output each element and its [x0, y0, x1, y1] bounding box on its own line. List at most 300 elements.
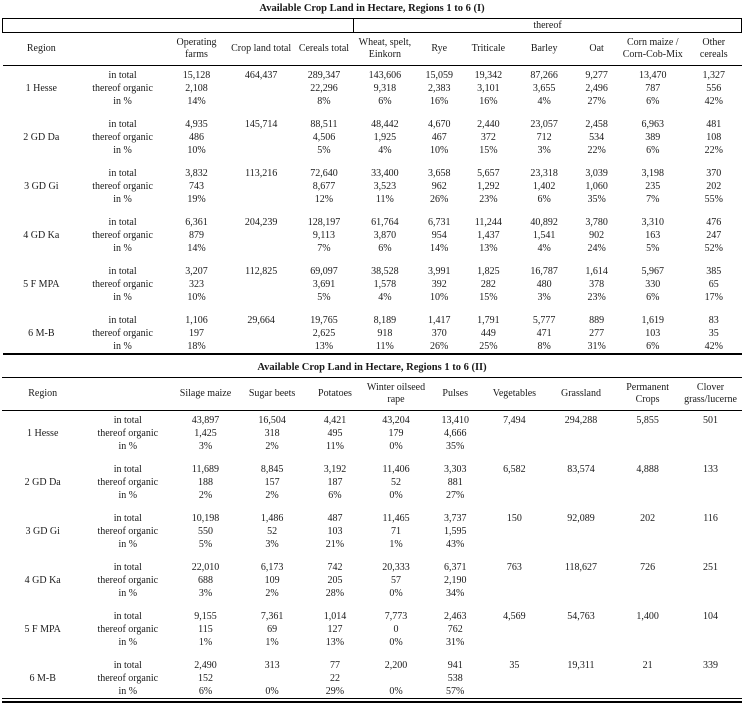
cell-value: 5% [317, 292, 331, 303]
cell-value: 6% [646, 145, 660, 156]
cell-value: 11,689 [191, 464, 220, 475]
block-spacer [3, 206, 742, 216]
cell-value: 19,765 [310, 315, 338, 326]
data-row-in-total [3, 314, 742, 327]
row-label: thereof organic [97, 673, 159, 684]
cell-value: 4,935 [185, 119, 208, 130]
region-name [3, 314, 81, 327]
cell-value: 127 [327, 624, 343, 635]
cell-value: 902 [589, 230, 605, 241]
region-name: 6 M-B [29, 673, 56, 684]
cell-value: 4% [378, 292, 392, 303]
cell-value: 251 [703, 562, 719, 573]
cell-value: 116 [703, 513, 718, 524]
row-label: in % [118, 539, 138, 550]
cell-value [616, 685, 679, 699]
cell-value: 2,490 [194, 660, 217, 671]
col-header-pulses: Pulses [427, 378, 483, 411]
block-spacer [3, 255, 742, 265]
data-row-in-total [3, 167, 742, 180]
col-header-cereals-total: Cereals total [294, 33, 353, 66]
data-row-in-total [3, 66, 742, 83]
row-label: in total [108, 168, 137, 179]
cell-value: 8,189 [373, 315, 397, 326]
cell-value: 13% [325, 637, 345, 648]
cell-value: 52 [267, 526, 278, 537]
data-row-in-total [3, 216, 742, 229]
region-name [2, 587, 83, 600]
cell-value: 6% [646, 292, 660, 303]
row-label: in % [118, 441, 138, 452]
rowlabel-column-header [80, 33, 165, 66]
table1-title-row [3, 1, 742, 19]
cell-value: 1,400 [636, 611, 659, 622]
cell-value [616, 476, 679, 489]
cell-value [483, 525, 546, 538]
row-label: thereof organic [97, 477, 159, 488]
cell-value: 1,541 [532, 230, 556, 241]
cell-value: 14% [187, 243, 206, 254]
cell-value: 14% [187, 96, 206, 107]
cell-value [616, 525, 679, 538]
cell-value: 2,496 [585, 83, 608, 94]
cell-value: 65 [708, 279, 719, 290]
region-name [3, 216, 81, 229]
cell-value: 1,425 [194, 428, 217, 439]
cell-value: 1,060 [585, 181, 608, 192]
cell-value: 157 [264, 477, 280, 488]
region-name [3, 265, 81, 278]
cell-value: 762 [447, 624, 463, 635]
region-name: 1 Hesse [25, 83, 57, 94]
cell-value: 4,421 [323, 415, 347, 426]
cell-value [546, 476, 616, 489]
cell-value: 294,288 [564, 415, 598, 426]
row-label: in % [113, 341, 132, 352]
row-label: in total [108, 217, 137, 228]
data-row-thereof-organic [2, 672, 742, 685]
cell-value: 42% [704, 341, 723, 352]
cell-value: 202 [706, 181, 722, 192]
col-header-vegetables: Vegetables [483, 378, 546, 411]
cell-value [228, 327, 295, 340]
cell-value: 277 [589, 328, 605, 339]
cell-value: 2,200 [384, 660, 408, 671]
data-row-thereof-organic [2, 574, 742, 587]
cell-value: 13,470 [639, 70, 667, 81]
row-label: in % [118, 588, 138, 599]
cell-value: 35% [446, 441, 465, 452]
row-label: in % [118, 490, 138, 501]
cell-value: 1,437 [477, 230, 500, 241]
row-label: thereof organic [92, 279, 153, 290]
data-row-thereof-organic [3, 278, 742, 291]
cell-value: 3% [198, 588, 213, 599]
cell-value: 16% [430, 96, 449, 107]
cell-value: 1,825 [477, 266, 500, 277]
region-column-header: Region [3, 33, 81, 66]
cell-value: 6,361 [185, 217, 208, 228]
thereof-blank-cell [3, 19, 354, 33]
cell-value: 3,101 [477, 83, 500, 94]
cell-value: 52% [704, 243, 723, 254]
cell-value: 33,400 [371, 168, 399, 179]
cell-value: 9,113 [312, 230, 336, 241]
cell-value: 35% [587, 194, 606, 205]
data-row-thereof-organic [3, 327, 742, 340]
block-spacer [2, 551, 742, 561]
cell-value: 330 [645, 279, 661, 290]
cell-value [228, 144, 295, 157]
cell-value: 112,825 [245, 266, 278, 277]
region-name: 2 GD Da [24, 477, 61, 488]
cell-value: 6% [646, 96, 660, 107]
row-label: in % [113, 243, 132, 254]
cell-value: 69,097 [310, 266, 338, 277]
cell-value: 0% [389, 441, 403, 452]
cell-value [483, 427, 546, 440]
cell-value: 4,506 [312, 132, 336, 143]
row-label: in % [113, 145, 132, 156]
row-label: in total [113, 562, 142, 573]
cell-value: 787 [645, 83, 661, 94]
cell-value: 2% [265, 588, 279, 599]
cell-value [228, 242, 295, 255]
region-name [3, 144, 81, 157]
cell-value: 19,311 [567, 660, 595, 671]
col-header-sugar-beets: Sugar beets [239, 378, 306, 411]
cell-value: 11% [325, 441, 344, 452]
cell-value: 247 [706, 230, 722, 241]
cell-value: 9,277 [585, 70, 608, 81]
cell-value: 109 [264, 575, 280, 586]
region-name [2, 685, 83, 699]
cell-value [616, 672, 679, 685]
cell-value: 538 [447, 673, 463, 684]
cell-value: 5% [198, 539, 213, 550]
table1-title: Available Crop Land in Hectare, Regions 1 to 6 (I) [3, 1, 742, 19]
cell-value [679, 525, 742, 538]
cell-value: 1% [265, 637, 279, 648]
cell-value: 163 [645, 230, 661, 241]
thereof-label: thereof [354, 19, 742, 33]
cell-value [483, 636, 546, 649]
cell-value: 35 [509, 660, 520, 671]
cell-value [679, 574, 742, 587]
cell-value: 449 [480, 328, 496, 339]
region-name: 4 GD Ka [24, 575, 61, 586]
cell-value: 9,318 [373, 83, 397, 94]
region-name [3, 167, 81, 180]
cell-value: 133 [703, 464, 719, 475]
cell-value: 467 [431, 132, 447, 143]
cell-value: 5,777 [532, 315, 556, 326]
data-row-in- [3, 193, 742, 206]
region-name [2, 561, 83, 574]
data-row-in- [2, 538, 742, 551]
cell-value: 3,523 [373, 181, 397, 192]
row-label: thereof organic [92, 83, 153, 94]
cell-value: 1% [198, 637, 213, 648]
data-row-thereof-organic [3, 229, 742, 242]
cell-value: 10% [430, 145, 449, 156]
row-label: in % [113, 194, 132, 205]
cell-value: 918 [377, 328, 393, 339]
row-label: in % [113, 292, 132, 303]
cell-value: 1,014 [323, 611, 347, 622]
cell-value [679, 427, 742, 440]
cell-value: 205 [327, 575, 343, 586]
cell-value: 501 [703, 415, 719, 426]
row-label: in total [113, 513, 142, 524]
block-spacer [3, 108, 742, 118]
cell-value: 3,039 [585, 168, 608, 179]
cell-value: 6,371 [443, 562, 467, 573]
cell-value: 26% [430, 194, 449, 205]
region-name: 3 GD Gi [25, 526, 60, 537]
cell-value: 108 [706, 132, 722, 143]
row-label: in total [113, 660, 142, 671]
cell-value: 1,578 [373, 279, 397, 290]
table1-thereof-row [3, 19, 742, 33]
cell-value: 2,383 [427, 83, 451, 94]
cell-value: 385 [706, 266, 722, 277]
cell-value: 22,296 [310, 83, 338, 94]
region-name [3, 242, 81, 255]
cell-value [616, 587, 679, 600]
cell-value: 2% [198, 490, 213, 501]
col-header-rye: Rye [416, 33, 462, 66]
cell-value: 392 [431, 279, 447, 290]
cell-value: 19,342 [474, 70, 503, 81]
block-spacer [3, 157, 742, 167]
region-name [2, 610, 83, 623]
cell-value [546, 489, 616, 502]
cell-value: 313 [264, 660, 280, 671]
cell-value: 25% [479, 341, 498, 352]
data-row-thereof-organic [3, 180, 742, 193]
cell-value: 2,458 [585, 119, 608, 130]
data-row-in-total [2, 561, 742, 574]
cell-value: 534 [589, 132, 605, 143]
data-row-in- [2, 489, 742, 502]
cell-value: 688 [197, 575, 213, 586]
cell-value [679, 440, 742, 453]
cell-value: 34% [446, 588, 465, 599]
cell-value [228, 131, 295, 144]
crop-land-table-1 [2, 1, 742, 355]
cell-value: 12% [314, 194, 334, 205]
cell-value: 4,670 [427, 119, 451, 130]
cell-value: 2,440 [477, 119, 500, 130]
cell-value: 71 [391, 526, 401, 537]
cell-value: 941 [447, 660, 463, 671]
block-spacer [3, 304, 742, 314]
cell-value: 15% [479, 145, 498, 156]
cell-value: 3,655 [532, 83, 556, 94]
cell-value: 0 [393, 624, 399, 635]
cell-value: 28% [325, 588, 345, 599]
row-label: in total [113, 415, 142, 426]
cell-value: 35 [708, 328, 719, 339]
cell-value: 7% [317, 243, 331, 254]
col-header-crop-land-total: Crop land total [228, 33, 295, 66]
cell-value: 61,764 [371, 217, 399, 228]
col-header-wheat-spelt-einkorn: Wheat, spelt, Einkorn [354, 33, 417, 66]
cell-value: 763 [506, 562, 522, 573]
cell-value: 13,410 [441, 415, 469, 426]
cell-value: 52 [391, 477, 401, 488]
cell-value: 6,582 [503, 464, 526, 475]
cell-value: 7,361 [260, 611, 284, 622]
cell-value [679, 685, 742, 699]
cell-value [679, 476, 742, 489]
cell-value: 26% [430, 341, 449, 352]
cell-value: 3,192 [323, 464, 347, 475]
cell-value: 115 [198, 624, 213, 635]
cell-value: 23,057 [530, 119, 558, 130]
cell-value: 4% [537, 243, 551, 254]
cell-value: 10% [187, 292, 206, 303]
cell-value: 22,010 [191, 562, 220, 573]
table2-title: Available Crop Land in Hectare, Regions 1 to 6 (II) [2, 360, 742, 378]
cell-value: 5% [646, 243, 660, 254]
row-label: thereof organic [92, 230, 153, 241]
cell-value: 92,089 [567, 513, 595, 524]
cell-value: 742 [327, 562, 343, 573]
table1-header-row [3, 33, 742, 66]
cell-value: 11,465 [382, 513, 410, 524]
data-row-in- [3, 340, 742, 354]
cell-value: 495 [327, 428, 343, 439]
cell-value: 22% [587, 145, 606, 156]
data-row-in-total [2, 411, 742, 428]
cell-value [679, 623, 742, 636]
cell-value: 57 [391, 575, 401, 586]
cell-value: 2,625 [312, 328, 336, 339]
cell-value: 1,595 [443, 526, 467, 537]
cell-value: 2,463 [443, 611, 467, 622]
cell-value: 389 [645, 132, 661, 143]
region-name [3, 340, 81, 354]
cell-value: 48,442 [371, 119, 399, 130]
cell-value: 1,292 [477, 181, 500, 192]
cell-value: 18% [187, 341, 206, 352]
data-row-thereof-organic [2, 476, 742, 489]
cell-value: 10% [187, 145, 206, 156]
cell-value: 3% [537, 292, 551, 303]
data-row-in-total [3, 265, 742, 278]
cell-value: 27% [446, 490, 465, 501]
cell-value: 8% [317, 96, 331, 107]
cell-value: 1,402 [532, 181, 556, 192]
cell-value: 2% [265, 441, 279, 452]
col-header-barley: Barley [515, 33, 574, 66]
row-label: thereof organic [97, 526, 159, 537]
cell-value: 27% [587, 96, 606, 107]
region-name [3, 291, 81, 304]
row-label: in % [118, 686, 138, 697]
cell-value: 0% [389, 490, 403, 501]
cell-value [616, 538, 679, 551]
cell-value: 11% [375, 194, 394, 205]
region-name: 1 Hesse [27, 428, 59, 439]
cell-value: 480 [536, 279, 552, 290]
cell-value [546, 538, 616, 551]
cell-value: 69 [267, 624, 278, 635]
cell-value: 726 [640, 562, 656, 573]
cell-value: 103 [327, 526, 343, 537]
cell-value: 29,664 [247, 315, 275, 326]
data-row-thereof-organic [2, 427, 742, 440]
cell-value [483, 672, 546, 685]
cell-value: 7,773 [384, 611, 408, 622]
row-label: thereof organic [92, 132, 153, 143]
cell-value: 9,155 [194, 611, 217, 622]
cell-value [483, 574, 546, 587]
cell-value [616, 636, 679, 649]
cell-value: 23% [479, 194, 498, 205]
cell-value: 378 [589, 279, 605, 290]
cell-value [483, 440, 546, 453]
data-row-in- [2, 636, 742, 649]
cell-value: 3,303 [443, 464, 467, 475]
cell-value [679, 587, 742, 600]
cell-value: 1,417 [427, 315, 451, 326]
cell-value: 4,888 [636, 464, 659, 475]
cell-value: 118,627 [564, 562, 598, 573]
cell-value: 11% [375, 341, 394, 352]
cell-value [228, 291, 295, 304]
cell-value: 339 [703, 660, 719, 671]
cell-value: 889 [589, 315, 605, 326]
data-row-thereof-organic [3, 131, 742, 144]
col-header-oat: Oat [574, 33, 620, 66]
table2-title-row [2, 360, 742, 378]
cell-value [483, 587, 546, 600]
region-name [3, 118, 81, 131]
cell-value: 42% [704, 96, 723, 107]
cell-value: 2,190 [443, 575, 467, 586]
cell-value: 3,780 [585, 217, 608, 228]
cell-value: 6,963 [641, 119, 665, 130]
row-label: thereof organic [92, 181, 153, 192]
cell-value: 3,310 [641, 217, 665, 228]
cell-value: 3,658 [427, 168, 451, 179]
cell-value: 881 [447, 477, 463, 488]
cell-value: 19% [187, 194, 206, 205]
cell-value: 43,204 [382, 415, 410, 426]
cell-value: 16,787 [530, 266, 558, 277]
cell-value: 10,198 [191, 513, 220, 524]
cell-value: 23,318 [530, 168, 558, 179]
table2-header-row [2, 378, 742, 411]
cell-value: 712 [536, 132, 552, 143]
cell-value: 14% [430, 243, 449, 254]
row-label: thereof organic [97, 624, 159, 635]
data-row-in- [2, 685, 742, 699]
cell-value: 143,606 [368, 70, 402, 81]
cell-value: 3,207 [185, 266, 208, 277]
row-label: thereof organic [92, 328, 153, 339]
region-name [2, 636, 83, 649]
cell-value: 1% [389, 539, 403, 550]
cell-value: 6% [378, 243, 392, 254]
row-label: thereof organic [97, 428, 159, 439]
cell-value: 370 [431, 328, 447, 339]
cell-value [546, 636, 616, 649]
cell-value: 3% [537, 145, 551, 156]
